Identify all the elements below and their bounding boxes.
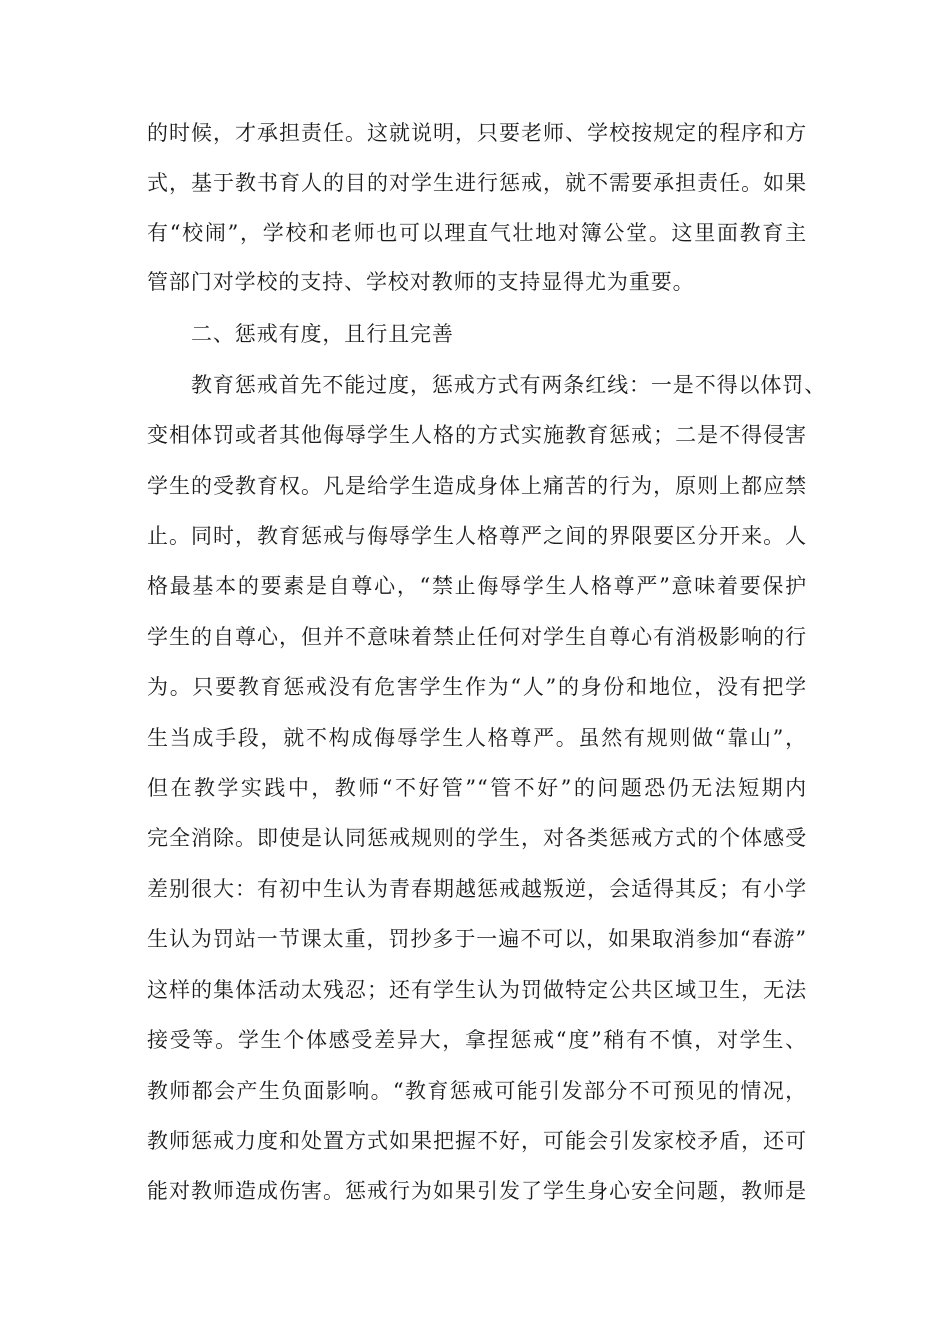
- paragraph-line: 教师都会产生负面影响。“教育惩戒可能引发部分不可预见的情况，: [147, 1079, 807, 1103]
- paragraph-line: 但在教学实践中，教师“不好管”“管不好”的问题恐仍无法短期内: [147, 776, 807, 800]
- paragraph-line: 教育惩戒首先不能过度，惩戒方式有两条红线：一是不得以体罚、: [191, 373, 827, 397]
- paragraph-line: 有“校闹”，学校和老师也可以理直气壮地对簿公堂。这里面教育主: [147, 221, 807, 245]
- paragraph-line: 为。只要教育惩戒没有危害学生作为“人”的身份和地位，没有把学: [147, 675, 807, 699]
- paragraph-line: 接受等。学生个体感受差异大，拿捏惩戒“度”稍有不慎，对学生、: [147, 1028, 807, 1052]
- paragraph-line: 这样的集体活动太残忍；还有学生认为罚做特定公共区域卫生，无法: [147, 978, 807, 1002]
- paragraph-line: 格最基本的要素是自尊心，“禁止侮辱学生人格尊严”意味着要保护: [147, 574, 807, 598]
- paragraph-line: 完全消除。即使是认同惩戒规则的学生，对各类惩戒方式的个体感受: [147, 826, 807, 850]
- paragraph-line: 教师惩戒力度和处置方式如果把握不好，可能会引发家校矛盾，还可: [147, 1129, 807, 1153]
- paragraph-line: 管部门对学校的支持、学校对教师的支持显得尤为重要。: [147, 270, 695, 294]
- section-heading: 二、惩戒有度，且行且完善: [191, 322, 454, 346]
- paragraph-line: 式，基于教书育人的目的对学生进行惩戒，就不需要承担责任。如果: [147, 171, 807, 195]
- paragraph-line: 生当成手段，就不构成侮辱学生人格尊严。虽然有规则做“靠山”，: [147, 726, 807, 750]
- paragraph-line: 学生的受教育权。凡是给学生造成身体上痛苦的行为，原则上都应禁: [147, 474, 807, 498]
- paragraph-line: 的时候，才承担责任。这就说明，只要老师、学校按规定的程序和方: [147, 121, 807, 145]
- paragraph-line: 差别很大：有初中生认为青春期越惩戒越叛逆，会适得其反；有小学: [147, 877, 807, 901]
- paragraph-line: 止。同时，教育惩戒与侮辱学生人格尊严之间的界限要区分开来。人: [147, 524, 807, 548]
- paragraph-line: 生认为罚站一节课太重，罚抄多于一遍不可以，如果取消参加“春游”: [147, 927, 807, 951]
- paragraph-line: 能对教师造成伤害。惩戒行为如果引发了学生身心安全问题，教师是: [147, 1179, 807, 1203]
- paragraph-line: 学生的自尊心，但并不意味着禁止任何对学生自尊心有消极影响的行: [147, 625, 807, 649]
- paragraph-line: 变相体罚或者其他侮辱学生人格的方式实施教育惩戒；二是不得侵害: [147, 423, 807, 447]
